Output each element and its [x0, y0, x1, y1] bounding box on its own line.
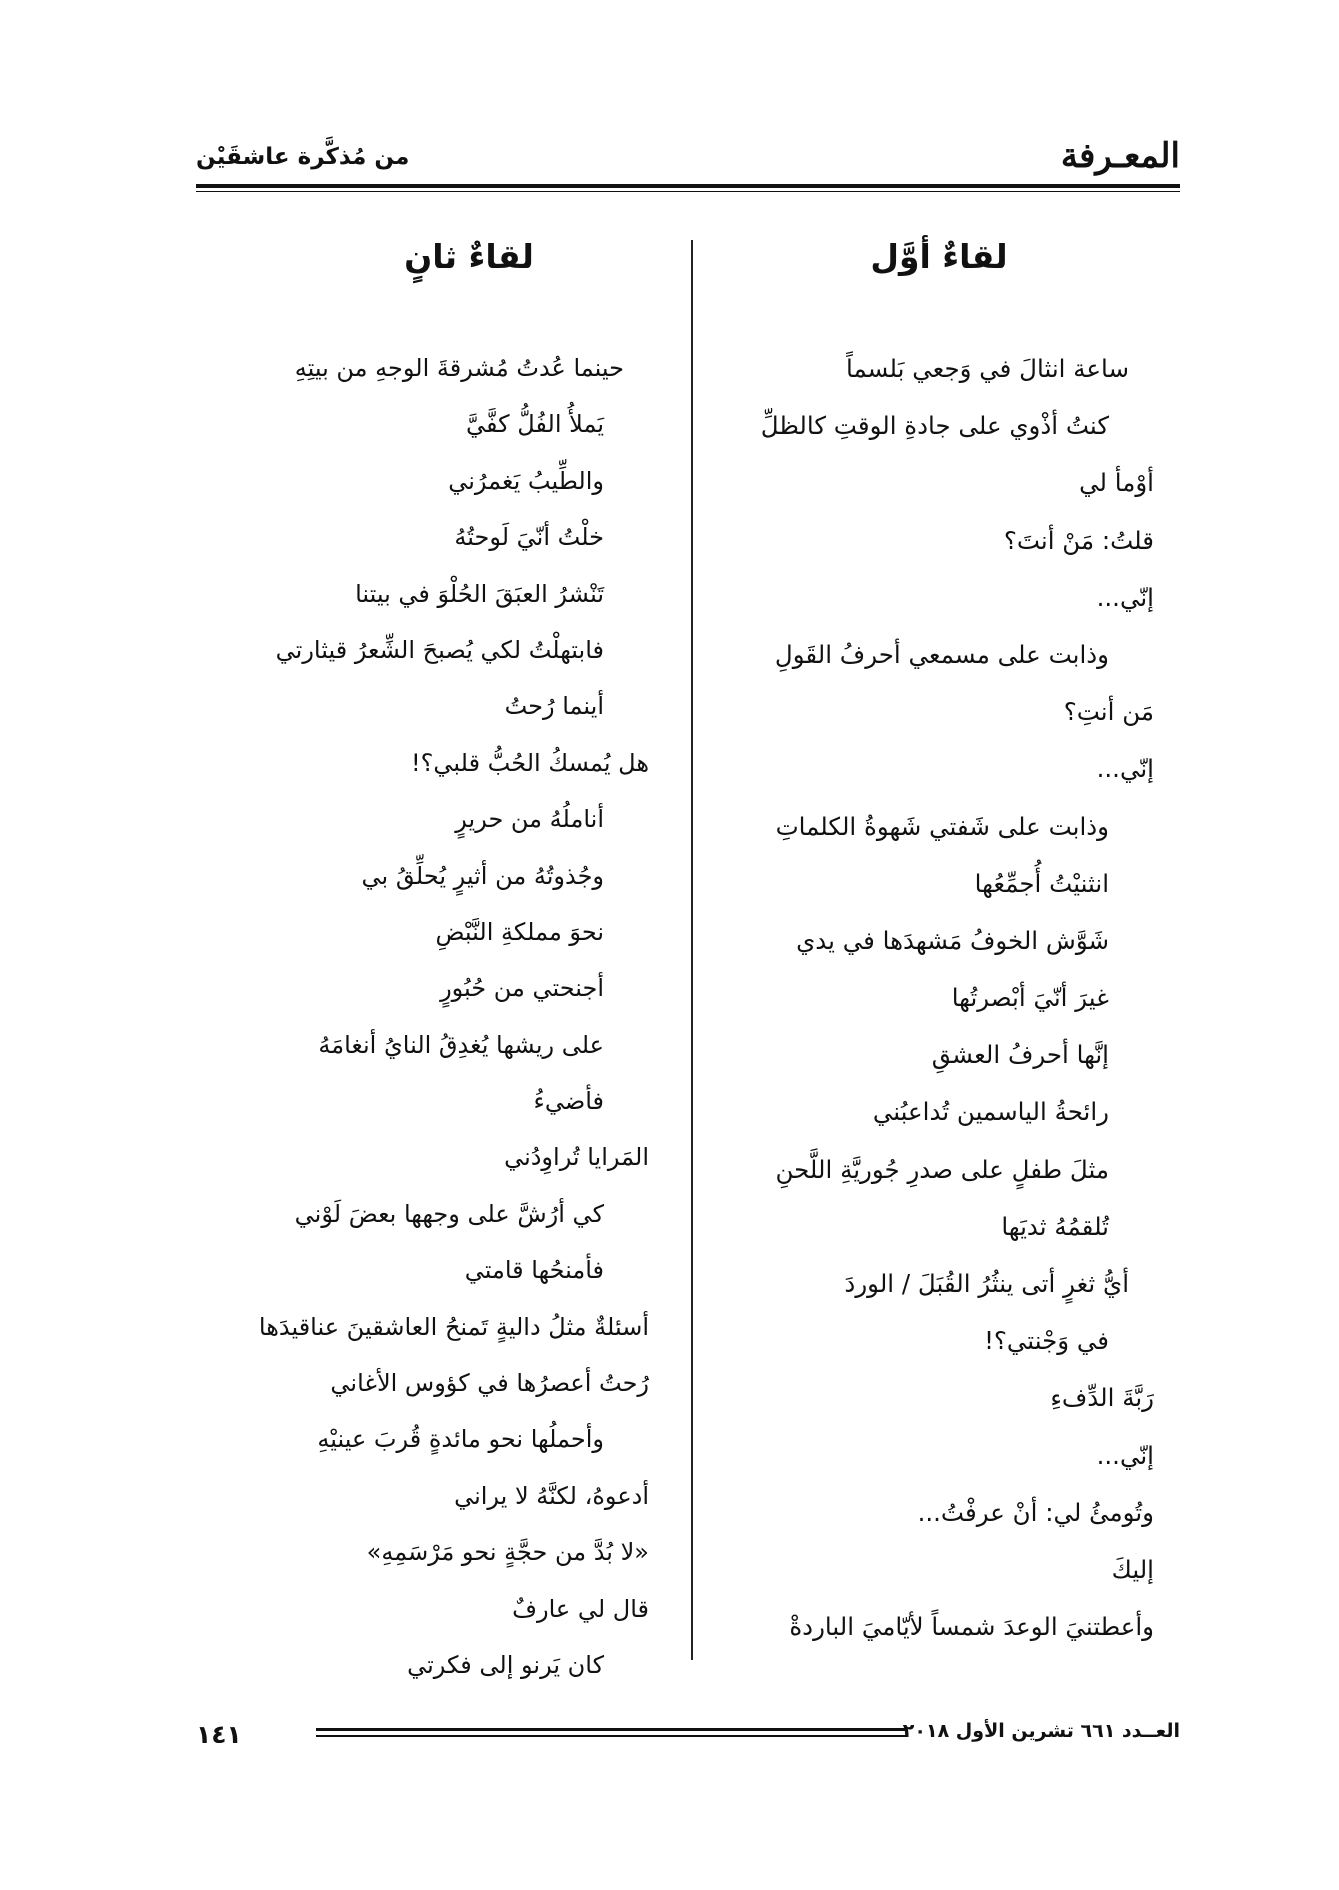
poem-line: كي أرُشَّ على وجهها بعضَ لَوْني: [294, 1199, 604, 1228]
poem-line: إليكَ: [1111, 1554, 1154, 1584]
poem-line: وأعطتنيَ الوعدَ شمساً لأيّاميَ الباردةْ: [789, 1612, 1154, 1642]
poem-line: رَبَّةَ الدِّفءِ: [1050, 1383, 1154, 1413]
poem-line: تَنْشرُ العبَقَ الحُلْوَ في بيتنا: [355, 579, 604, 608]
poem-line: غيرَ أنّيَ أبْصرتُها: [951, 983, 1109, 1013]
poem-two-heading: لقاءٌ ثانٍ: [404, 237, 534, 276]
poem-line: في وَجْنتي؟!: [984, 1326, 1109, 1356]
poem-line: وذابت على مسمعي أحرفُ القَولِ: [774, 639, 1109, 669]
poem-line: رائحةُ الياسمين تُداعبُني: [872, 1097, 1109, 1127]
poem-line: يَملأُ الفُلُّ كفَّيَّ: [466, 410, 604, 439]
magazine-logo: المعـرفة: [1060, 136, 1180, 176]
poem-one-column: [594, 232, 1154, 1655]
footer-rule: [316, 1728, 906, 1731]
poem-line: نحوَ مملكةِ النَّبْضِ: [435, 917, 604, 946]
poem-line: مثلَ طفلٍ على صدرِ جُوريَّةِ اللَّحنِ: [775, 1154, 1109, 1184]
poem-line: إنّي...: [1096, 582, 1154, 612]
poem-line: أجنحتي من حُبُورٍ: [440, 974, 604, 1003]
poem-line: أوْمأ لي: [1079, 468, 1154, 498]
poem-line: هل يُمسكُ الحُبُّ قلبي؟!: [411, 748, 649, 777]
poem-line: ساعة انثالَ في وَجعي بَلسماً: [846, 354, 1129, 383]
footer-rule-thin: [316, 1735, 906, 1737]
poem-line: مَن أنتِ؟: [1063, 697, 1154, 727]
page-header: [196, 128, 1180, 188]
poem-one-heading: لقاءٌ أوَّل: [870, 237, 1008, 276]
poem-line: أناملُهُ من حريرٍ: [455, 805, 604, 834]
page-number: ١٤١: [196, 1720, 242, 1749]
poem-line: خلْتُ أنّيَ لَوحتُهُ: [454, 523, 604, 552]
poem-line: إنّي...: [1096, 754, 1154, 784]
page-footer: [196, 1720, 1180, 1760]
article-title: من مُذكَّرة عاشقَيْن: [196, 144, 410, 170]
issue-info: العــدد ٦٦١ تشرين الأول ٢٠١٨: [902, 1720, 1180, 1742]
poem-two-column: [209, 232, 649, 1693]
poem-line: فابتهلْتُ لكي يُصبحَ الشِّعرُ قيثارتي: [275, 635, 604, 664]
poem-line: أدعوهُ، لكنَّهُ لا يراني: [454, 1481, 649, 1510]
column-divider: [691, 240, 693, 1660]
poem-line: أسئلةٌ مثلُ داليةٍ تَمنحُ العاشقينَ عناقيدَها: [258, 1312, 649, 1341]
poem-line: انثنيْتُ أُجمِّعُها: [974, 868, 1109, 898]
poem-line: قلتُ: مَنْ أنتَ؟: [1003, 525, 1154, 555]
poem-line: كان يَرنو إلى فكرتي: [407, 1650, 604, 1679]
poem-line: والطِّيبُ يَغمرُني: [448, 466, 604, 495]
poem-line: إنّي...: [1096, 1440, 1154, 1470]
poem-line: المَرايا تُراوِدُني: [504, 1143, 649, 1172]
poem-line: حينما عُدتُ مُشرقةَ الوجهِ من بيتِهِ: [294, 354, 624, 382]
poem-line: وجُذوتُهُ من أثيرٍ يُحلِّقُ بي: [361, 861, 604, 890]
poem-line: «لا بُدَّ من حجَّةٍ نحو مَرْسَمِهِ»: [366, 1538, 649, 1567]
header-rule-thin: [196, 191, 1180, 192]
poem-line: فأضيءُ: [533, 1087, 604, 1116]
poem-line: على ريشها يُغدِقُ النايُ أنغامَهُ: [318, 1030, 604, 1059]
poem-line: تُلقمُهُ ثديَها: [1001, 1211, 1109, 1241]
poem-line: رُحتُ أعصرُها في كؤوس الأغاني: [330, 1369, 649, 1398]
poem-line: شَوَّش الخوفُ مَشهدَها في يدي: [796, 925, 1109, 955]
poem-line: أيُّ ثغرٍ أتى ينثُرُ القُبَلَ / الوردَ: [844, 1269, 1129, 1298]
poem-line: وأحملُها نحو مائدةٍ قُربَ عينيْهِ: [317, 1425, 604, 1454]
poem-line: أينما رُحتُ: [504, 692, 604, 721]
poem-line: وتُومئُ لي: أنْ عرفْتُ...: [917, 1497, 1154, 1527]
poem-line: كنتُ أذْوي على جادةِ الوقتِ كالظلِّ: [760, 411, 1109, 441]
header-rule: [196, 184, 1180, 188]
poem-line: وذابت على شَفتي شَهوةُ الكلماتِ: [775, 811, 1109, 841]
poem-line: فأمنحُها قامتي: [464, 1256, 604, 1285]
poem-line: قال لي عارفٌ: [512, 1594, 649, 1623]
poem-line: إنَّها أحرفُ العشقِ: [931, 1040, 1109, 1070]
